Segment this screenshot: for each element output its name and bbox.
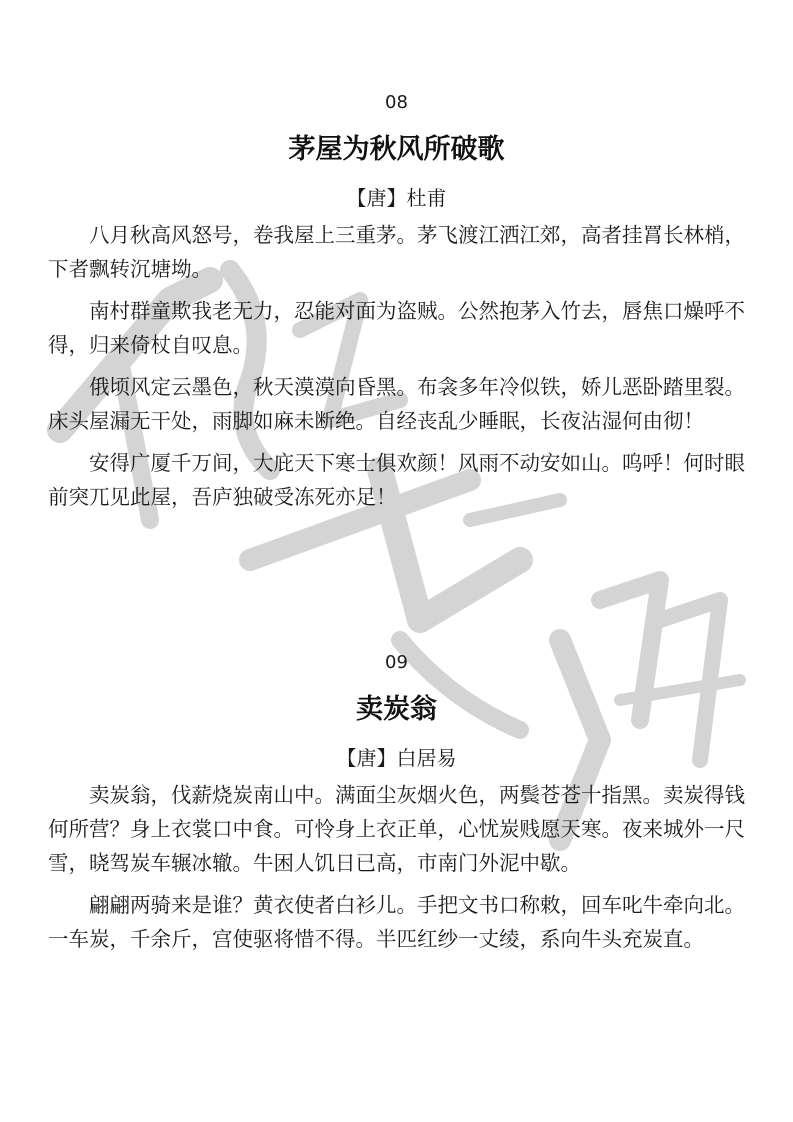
- poem-paragraph: 南村群童欺我老无力，忍能对面为盗贼。公然抱茅入竹去，唇焦口燥呼不得，归来倚杖自叹息。: [48, 299, 745, 357]
- poem-paragraph: 八月秋高风怒号，卷我屋上三重茅。茅飞渡江洒江郊，高者挂罥长林梢，下者飘转沉塘坳。: [48, 223, 745, 281]
- poem-title: 卖炭翁: [356, 694, 437, 725]
- poem-paragraph: 安得广厦千万间，大庇天下寒士俱欢颜！风雨不动安如山。呜呼！何时眼前突兀见此屋，吾庐独破受冻死亦足！: [48, 451, 745, 509]
- poem-author: 【唐】白居易: [336, 746, 457, 770]
- poem-paragraph: 翩翩两骑来是谁？黄衣使者白衫儿。手把文书口称敕，回车叱牛牵向北。一车炭，千余斤，宫使驱将惜不得。半匹红纱一丈绫，系向牛头充炭直。: [48, 893, 745, 951]
- poem-section: [48, 648, 745, 964]
- poem-title: 茅屋为秋风所破歌: [288, 134, 505, 165]
- poem-number: 09: [385, 652, 408, 673]
- poem-author: 【唐】杜甫: [346, 186, 447, 210]
- poem-paragraph: 卖炭翁，伐薪烧炭南山中。满面尘灰烟火色，两鬓苍苍十指黑。卖炭得钱何所营？身上衣裳口中食。可怜身上衣正单，心忧炭贱愿天寒。夜来城外一尺雪，晓驾炭车辗冰辙。牛困人饥日已高，市南门外泥中歇。: [48, 783, 745, 875]
- poem-number: 08: [385, 92, 408, 113]
- poem-section: [48, 88, 745, 522]
- poem-paragraph: 俄顷风定云墨色，秋天漠漠向昏黑。布衾多年冷似铁，娇儿恶卧踏里裂。床头屋漏无干处，雨脚如麻未断绝。自经丧乱少睡眠，长夜沾湿何由彻！: [48, 375, 745, 433]
